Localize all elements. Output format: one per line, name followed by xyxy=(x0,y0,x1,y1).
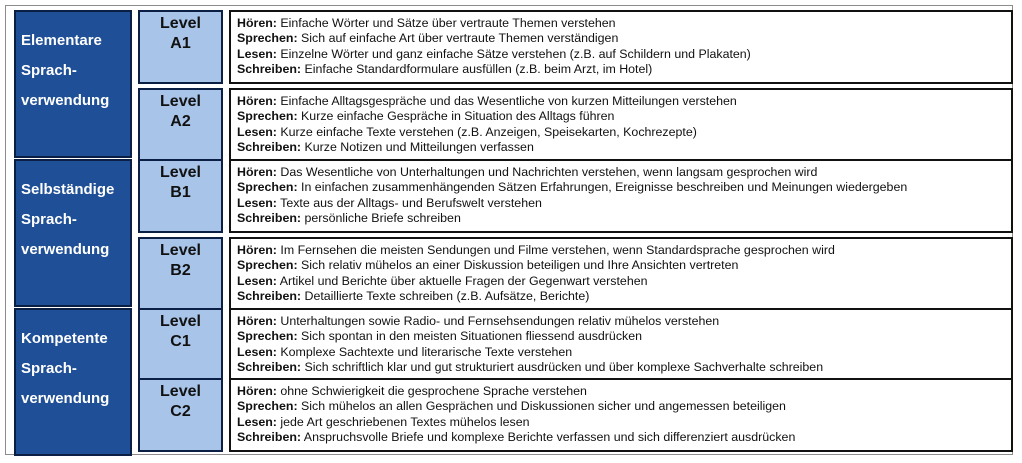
skill-text: Detaillierte Texte schreiben (z.B. Aufsätze, Berichte) xyxy=(301,289,590,304)
skill-label: Schreiben: xyxy=(237,289,302,304)
skill-text: Sich relativ mühelos an einer Diskussion beteiligen und Ihre Ansichten vertreten xyxy=(297,258,739,273)
skill-label: Lesen: xyxy=(237,273,277,288)
skill-label: Lesen: xyxy=(237,124,277,139)
skill-line xyxy=(237,16,1011,31)
category-line: Elementare xyxy=(21,32,102,49)
skill-line xyxy=(237,329,1011,344)
skill-label: Sprechen: xyxy=(237,399,298,414)
skill-text: Das Wesentliche von Unterhaltungen und Nachrichten verstehen, wenn langsam gesprochen wird xyxy=(276,165,818,179)
description-cell-b2 xyxy=(229,237,1013,311)
skill-text: Kurze Notizen und Mitteilungen verfassen xyxy=(301,140,534,155)
skill-text: Texte aus der Alltags- und Berufswelt verstehen xyxy=(276,195,542,210)
level-code: C1 xyxy=(170,333,191,350)
level-cell-a1 xyxy=(138,10,223,84)
level-word: Level xyxy=(160,15,201,32)
level-cell-b2 xyxy=(138,237,223,311)
skill-text: Im Fernsehen die meisten Sendungen und Filme verstehen, wenn Standardsprache gesprochen wird xyxy=(276,243,835,257)
skill-text: Artikel und Berichte über aktuelle Fragen der Gegenwart verstehen xyxy=(276,273,648,288)
skill-label: Hören: xyxy=(237,384,277,398)
level-cell-c2 xyxy=(138,378,223,452)
skill-text: Sich schriftlich klar und gut strukturiert ausdrücken und über komplexe Sachverhalte schreiben xyxy=(301,360,824,375)
skill-line xyxy=(237,384,1011,399)
level-word: Level xyxy=(160,383,201,400)
skill-text: Sich spontan in den meisten Situationen fliessend ausdrücken xyxy=(297,329,642,344)
skill-text: Kurze einfache Gespräche in Situation des Alltags führen xyxy=(297,109,615,124)
skill-label: Schreiben: xyxy=(237,62,302,77)
skill-line xyxy=(237,243,1011,258)
level-cell-b1 xyxy=(138,159,223,233)
skill-label: Lesen: xyxy=(237,344,277,359)
skill-line xyxy=(237,31,1011,46)
category-line: Kompetente xyxy=(21,330,108,347)
description-cell-c2 xyxy=(229,378,1013,452)
skill-text: Einzelne Wörter und ganz einfache Sätze verstehen (z.B. auf Schildern und Plakaten) xyxy=(276,46,751,61)
skill-label: Hören: xyxy=(237,243,277,257)
skill-line xyxy=(237,211,1011,226)
level-code: A2 xyxy=(170,113,191,130)
skill-line xyxy=(237,289,1011,304)
skill-line xyxy=(237,360,1011,375)
skill-line xyxy=(237,140,1011,155)
description-cell-c1 xyxy=(229,308,1013,382)
level-code: C2 xyxy=(170,403,191,420)
skill-label: Sprechen: xyxy=(237,180,298,195)
category-line: Sprach- xyxy=(21,62,77,79)
skill-text: Einfache Standardformulare ausfüllen (z.B. beim Arzt, im Hotel) xyxy=(301,62,653,77)
skill-text: In einfachen zusammenhängenden Sätzen Erfahrungen, Ereignisse beschreiben und Meinungen wiedergeben xyxy=(297,180,908,195)
skill-text: jede Art geschriebenen Textes mühelos lesen xyxy=(276,414,530,429)
skill-text: Anspruchsvolle Briefe und komplexe Berichte verfassen und sich differenziert ausdrücken xyxy=(301,430,796,445)
level-cell-a2 xyxy=(138,88,223,162)
category-line: Sprach- xyxy=(21,211,77,228)
skill-line xyxy=(237,430,1011,445)
level-code: B1 xyxy=(170,184,191,201)
level-cell-c1 xyxy=(138,308,223,382)
category-line: verwendung xyxy=(21,92,110,109)
skill-line xyxy=(237,258,1011,273)
skill-text: Sich auf einfache Art über vertraute Themen verständigen xyxy=(297,31,619,46)
skill-text: ohne Schwierigkeit die gesprochene Sprache verstehen xyxy=(276,384,587,398)
skill-line xyxy=(237,94,1011,109)
skill-label: Lesen: xyxy=(237,195,277,210)
skill-line xyxy=(237,345,1011,360)
description-cell-b1 xyxy=(229,159,1013,233)
category-cell xyxy=(14,308,132,456)
skill-line xyxy=(237,165,1011,180)
skill-line xyxy=(237,62,1011,77)
skill-label: Sprechen: xyxy=(237,31,298,46)
skill-label: Sprechen: xyxy=(237,258,298,273)
level-code: B2 xyxy=(170,262,191,279)
skill-label: Schreiben: xyxy=(237,140,302,155)
skill-text: persönliche Briefe schreiben xyxy=(301,211,461,226)
skill-line xyxy=(237,109,1011,124)
skill-label: Schreiben: xyxy=(237,430,302,445)
skill-text: Sich mühelos an allen Gesprächen und Diskussionen sicher und angemessen beteiligen xyxy=(297,399,786,414)
category-cell xyxy=(14,10,132,158)
skill-line xyxy=(237,274,1011,289)
skill-text: Einfache Wörter und Sätze über vertraute Themen verstehen xyxy=(276,16,616,30)
skill-text: Unterhaltungen sowie Radio- und Fernsehsendungen relativ mühelos verstehen xyxy=(276,314,720,328)
skill-label: Hören: xyxy=(237,314,277,328)
skill-line xyxy=(237,196,1011,211)
category-line: verwendung xyxy=(21,390,110,407)
skill-label: Hören: xyxy=(237,165,277,179)
skill-label: Schreiben: xyxy=(237,360,302,375)
level-code: A1 xyxy=(170,35,191,52)
category-line: verwendung xyxy=(21,241,110,258)
language-levels-table xyxy=(5,5,1013,455)
skill-line xyxy=(237,125,1011,140)
skill-label: Sprechen: xyxy=(237,329,298,344)
skill-label: Schreiben: xyxy=(237,211,302,226)
description-cell-a1 xyxy=(229,10,1013,84)
skill-label: Lesen: xyxy=(237,414,277,429)
skill-label: Lesen: xyxy=(237,46,277,61)
skill-text: Komplexe Sachtexte und literarische Texte verstehen xyxy=(276,344,573,359)
skill-text: Einfache Alltagsgespräche und das Wesentliche von kurzen Mitteilungen verstehen xyxy=(276,94,737,108)
level-word: Level xyxy=(160,164,201,181)
skill-label: Sprechen: xyxy=(237,109,298,124)
skill-label: Hören: xyxy=(237,16,277,30)
category-cell xyxy=(14,159,132,307)
skill-text: Kurze einfache Texte verstehen (z.B. Anzeigen, Speisekarten, Kochrezepte) xyxy=(276,124,697,139)
level-word: Level xyxy=(160,93,201,110)
skill-line xyxy=(237,180,1011,195)
skill-line xyxy=(237,399,1011,414)
skill-line xyxy=(237,415,1011,430)
level-word: Level xyxy=(160,313,201,330)
level-word: Level xyxy=(160,242,201,259)
category-line: Sprach- xyxy=(21,360,77,377)
skill-label: Hören: xyxy=(237,94,277,108)
category-line: Selbständige xyxy=(21,181,115,198)
skill-line xyxy=(237,314,1011,329)
description-cell-a2 xyxy=(229,88,1013,162)
skill-line xyxy=(237,47,1011,62)
